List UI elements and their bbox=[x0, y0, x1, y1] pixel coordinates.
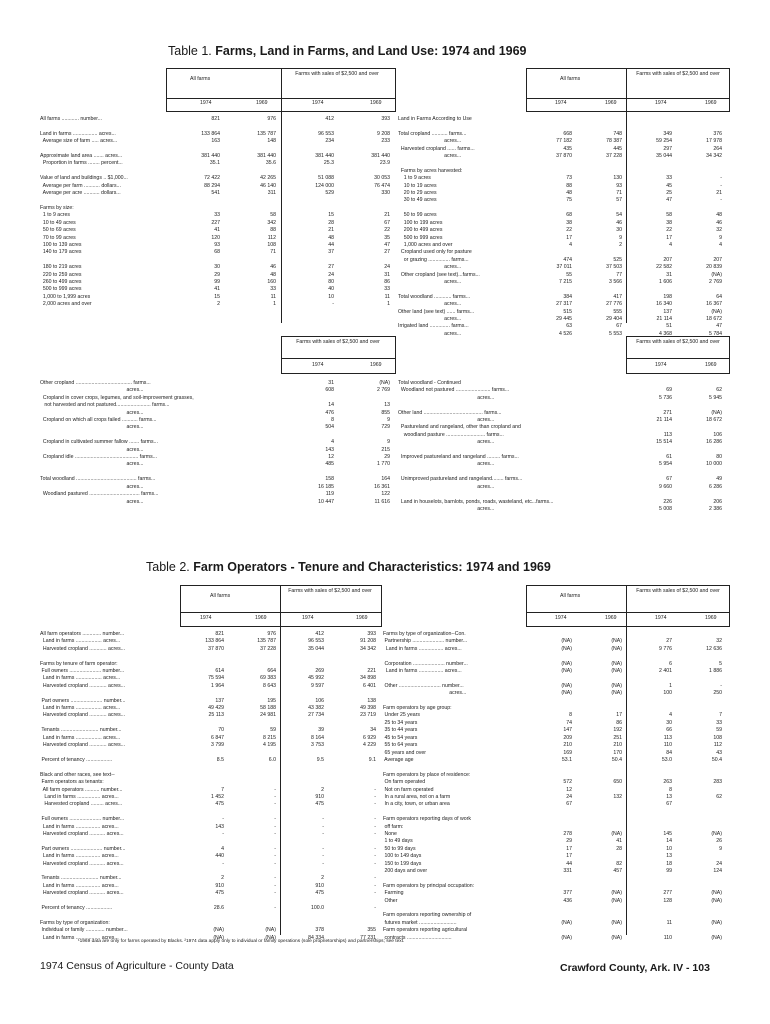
hdr-sales: Farms with sales of $2,500 and over bbox=[636, 588, 720, 594]
year-1969: 1969 bbox=[255, 615, 267, 621]
year-1974: 1974 bbox=[200, 100, 212, 106]
table1-heading: Farms, Land in Farms, and Land Use: bbox=[215, 44, 439, 58]
year-1969: 1969 bbox=[370, 362, 382, 368]
divider bbox=[626, 68, 627, 323]
hdr-sales: Farms with sales of $2,500 and over bbox=[295, 71, 379, 77]
divider bbox=[166, 98, 395, 99]
divider bbox=[526, 612, 729, 613]
year-1974: 1974 bbox=[302, 615, 314, 621]
year-1974: 1974 bbox=[200, 615, 212, 621]
table2-heading: Farm Operators - Tenure and Characteristics: bbox=[193, 560, 463, 574]
year-1974: 1974 bbox=[655, 362, 667, 368]
divider bbox=[281, 358, 395, 359]
year-1969: 1969 bbox=[705, 100, 717, 106]
table2-left-labels: All farm operators ............. number... Land in farms .................. acres... Harvested cropland ............ acres... Farms by tenure of farm operator: Full owners ...................... number... Land in farms .................. acres... Harvested cropland ............ acres... Part owners ...................... number... Land in farms .................. acres... Harvested cropland ............ acres... Tenants .......................... number... Land in farms .................. acres... Harvested cropland ............ acres... Percent of tenancy .................. Black and other races, see text-- Farm operators as tenants: All farm operators .......... number... Land in farms ................ acres... Harvested cropland ......... acres... Full owners ...................... number... Land in farms ................. acres... Harvested cropland ........... acres... Part owners ...................... number... Land in farms ................. acres... Harvested cropland ........... acres... Tenants .......................... number... Land in farms ................. acres... Harvested cropland ........... acres... Percent of tenancy .................. Farms by type of organization: Individual or family ............. number... Land in farms ................. acres... bbox=[40, 631, 128, 941]
table1-lower-right-col1: 69 5 736 271 21 114 113 15 514 61 5 954 67 9 660 226 5 008 bbox=[656, 387, 672, 512]
hdr-all-farms: All farms bbox=[210, 593, 231, 599]
table1-right-col2: 748 78 387 445 37 228 130 93 71 57 54 46 30 9 2 525 37 503 77 3 566 417 27 776 555 29 404 67 5 553 bbox=[606, 130, 622, 337]
divider bbox=[626, 585, 627, 935]
year-1969: 1969 bbox=[705, 615, 717, 621]
year-1969: 1969 bbox=[705, 362, 717, 368]
table2-left-col4: 393 91 208 34 342 221 34 898 6 401 138 49 398 23 719 34 6 929 4 229 9.1 - - - - - - - - - - - - - 355 77 231 bbox=[360, 631, 376, 941]
table1-right-col1: 668 77 182 435 37 870 73 88 48 75 68 38 22 17 4 474 37 011 55 7 215 384 27 317 515 29 445 63 4 526 bbox=[556, 130, 572, 337]
table1-lower-left-labels: Other cropland ....................................... farms... acres... Cropland in cover crops, legumes, and soil-improvement grasses, not harvested and not pastured........................ farms... acres... Cropland on which all crops failed ........... farms... acres... Cropland in cultivated summer fallow ....... farms... acres... Cropland idle ............................................ farms... acres... Total woodland .......................................... farms... acres... Woodland pastured ................................... farms... acres... bbox=[40, 380, 194, 505]
year-1969: 1969 bbox=[605, 100, 617, 106]
table1-left-col4: 393 9 208 233 381 440 23.9 30 053 76 474 330 21 67 22 35 47 27 24 31 86 33 11 1 bbox=[371, 116, 390, 308]
table1-lower-left-col1: 31 608 14 476 8 504 4 143 12 485 158 16 185 119 10 447 bbox=[318, 380, 334, 505]
table1-lower-right-col2: 62 5 945 (NA) 18 672 106 16 286 80 10 000 49 6 286 206 2 386 bbox=[706, 387, 722, 512]
table2-right-col1: (NA) (NA) (NA) (NA) (NA) (NA) 8 74 147 209 210 169 53.1 572 12 24 67 278 29 17 17 44 331 377 436 (NA) (NA) bbox=[561, 638, 572, 941]
table2-footnote: ¹1969 data are only for farms operated by Blacks. ²1974 data apply only to individual or family operations (sole proprietorships) and partnerships; see text. bbox=[78, 939, 405, 944]
sub-hdr: Farms with sales of $2,500 and over bbox=[636, 339, 720, 345]
year-1969: 1969 bbox=[605, 615, 617, 621]
table1-title bbox=[168, 44, 527, 58]
footer-left: 1974 Census of Agriculture - County Data bbox=[40, 960, 234, 972]
table2-left-col2: 976 135 787 37 228 664 69 383 8 643 195 58 188 24 981 59 8 215 4 195 6.0 - - - - - - - - - - - - - (NA) (NA) bbox=[257, 631, 276, 941]
hdr-sales: Farms with sales of $2,500 and over bbox=[288, 588, 372, 594]
hdr-sales: Farms with sales of $2,500 and over bbox=[636, 71, 720, 77]
table2-right-col2: (NA) (NA) (NA) (NA) (NA) (NA) 17 86 192 251 210 170 50.4 650 132 (NA) 41 28 82 457 (NA) (NA) (NA) (NA) bbox=[611, 638, 622, 941]
table2-left-col1: 821 133 864 37 870 614 75 594 1 964 137 49 429 25 113 70 6 847 3 799 8.5 7 1 452 475 - 143 - 4 440 - 2 910 475 28.6 (NA) (NA) bbox=[205, 631, 224, 941]
divider bbox=[281, 68, 282, 323]
table1-years: 1974 and 1969 bbox=[441, 44, 527, 58]
table1-right-col3: 349 59 254 297 35 044 33 45 25 47 58 38 22 17 4 207 22 582 31 1 606 198 16 340 137 21 114 51 4 368 bbox=[656, 130, 672, 337]
hdr-all-farms: All farms bbox=[190, 76, 211, 82]
divider bbox=[280, 585, 281, 935]
year-1974: 1974 bbox=[312, 362, 324, 368]
year-1969: 1969 bbox=[256, 100, 268, 106]
table1-lower-right-labels: Total woodland - Continued Woodland not pastured ........................ farms... acres... Other land ......................................... farms... acres... Pastureland and rangeland, other than cropland and woodland pasture ........................... farms... acres... Improved pastureland and rangeland ......... farms... acres... Unimproved pastureland and rangeland........ farms... acres... Land in houselots, barnlots, ponds, roads, wasteland, etc...farms... acres... bbox=[398, 380, 554, 512]
year-1969: 1969 bbox=[370, 100, 382, 106]
divider bbox=[526, 98, 729, 99]
table2-right-labels: Farms by type of organization--Con. Partnership ...................... number... Land in farms ................. acres... Corporation ...................... number... Land in farms ................. acres... Other ............................. number... acres... Farm operators by age group: Under 25 years 25 to 34 years 35 to 44 years 45 to 54 years 55 to 64 years 65 years and over Average age Farm operators by place of residence: On farm operated Not on farm operated In a rural area, not on a farm In a city, town, or urban area Farm operators reporting days of work off farm: None 1 to 49 days 50 to 99 days 100 to 149 days 150 to 199 days 200 days and over Farm operators by principal occupation: Farming Other Farm operators reporting ownership of futures market .......................... Farm operators reporting agricultural contracts ............................... bbox=[383, 631, 475, 941]
hdr-all-farms: All farms bbox=[560, 76, 581, 82]
divider bbox=[626, 358, 729, 359]
table1-label: Table 1. bbox=[168, 44, 212, 58]
year-1974: 1974 bbox=[555, 100, 567, 106]
table1-left-col3: 412 96 553 234 381 440 25.3 51 088 124 000 529 15 28 21 48 44 37 27 24 80 40 10 - bbox=[315, 116, 334, 308]
table1-lower-left-col2: (NA) 2 769 13 855 9 729 9 215 29 1 770 164 16 361 122 11 616 bbox=[374, 380, 390, 505]
table2-title bbox=[146, 560, 551, 574]
table2-right-col3: 27 9 776 6 2 401 1 100 4 30 66 113 110 84 53.0 263 8 13 67 145 14 10 13 18 99 277 128 11 110 bbox=[659, 638, 672, 941]
table2-right-col4: 32 12 636 5 1 886 - 250 7 33 59 108 112 43 50.4 283 62 (NA) 26 9 24 124 (NA) (NA) (NA) (NA) bbox=[706, 638, 722, 941]
year-1974: 1974 bbox=[655, 615, 667, 621]
divider bbox=[180, 612, 381, 613]
table1-right-labels: Land in Farms According to Use Total cropland ........... farms... acres... Harvested cropland ...... farms... acres... Farms by acres harvested: 1 to 9 acres 10 to 19 acres 20 to 29 acres 30 to 49 acres 50 to 99 acres 100 to 199 acres 200 to 499 acres 500 to 999 acres 1,000 acres and over Cropland used only for pasture or grazing ............... farms... acres... Other cropland (see text)...farms... acres... Total woodland ............ farms... acres... Other land (see text) ...... farms... acres... Irrigated land .............. farms... acres... bbox=[398, 116, 480, 337]
table2-left-col3: 412 96 553 35 044 269 45 992 9 597 106 43 382 27 734 39 8 164 3 753 9.5 2 910 475 - - - - - - 2 910 475 100.0 378 84 334 bbox=[308, 631, 324, 941]
year-1974: 1974 bbox=[655, 100, 667, 106]
year-1969: 1969 bbox=[356, 615, 368, 621]
sub-hdr: Farms with sales of $2,500 and over bbox=[296, 339, 380, 345]
year-1974: 1974 bbox=[312, 100, 324, 106]
table1-left-col2: 976 135 787 148 381 440 35.6 42 265 46 140 311 58 342 88 112 108 71 46 48 160 33 11 1 bbox=[257, 116, 276, 308]
hdr-all-farms: All farms bbox=[560, 593, 581, 599]
table1-left-col1: 821 133 864 163 381 440 35.1 72 422 88 294 541 33 227 41 120 93 68 30 29 99 41 15 2 bbox=[201, 116, 220, 308]
table1-left-labels: All farms ............ number... Land in farms ................. acres... Average size of farm ..... acres... Approximate land area ....... acres... Proportion in farms ........ percent... Value of land and buildings .. $1,000... Average per farm ........... dollars... Average per acre ........... dollars... Farms by size: 1 to 9 acres 10 to 49 acres 50 to 69 acres 70 to 99 acres 100 to 139 acres 140 to 179 acres 180 to 219 acres 220 to 259 acres 260 to 499 acres 500 to 999 acres 1,000 to 1,999 acres 2,000 acres and over bbox=[40, 116, 128, 308]
table1-right-col4: 376 17 978 264 34 342 - - 21 - 48 46 32 9 4 207 20 839 (NA) 2 769 64 16 367 (NA) 18 672 47 5 784 bbox=[706, 130, 722, 337]
table2-years: 1974 and 1969 bbox=[466, 560, 551, 574]
footer-right: Crawford County, Ark. IV - 103 bbox=[560, 962, 710, 974]
table2-label: Table 2. bbox=[146, 560, 190, 574]
year-1974: 1974 bbox=[555, 615, 567, 621]
